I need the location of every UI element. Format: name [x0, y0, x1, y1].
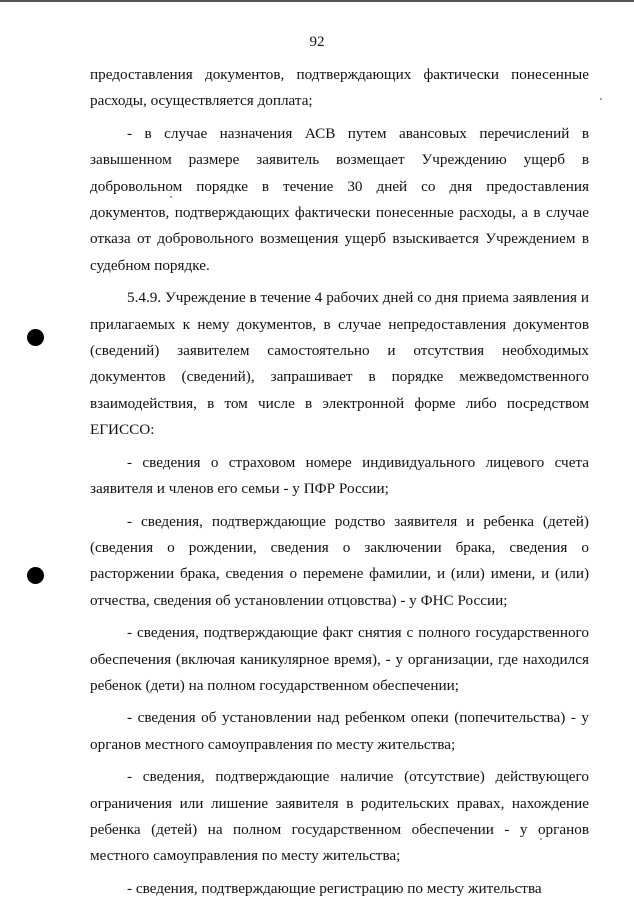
paragraph: - сведения об установлении над ребенком опеки (попечительства) - у органов местного самоуправления по месту жительства; — [90, 709, 589, 753]
paragraph: - в случае назначения АСВ путем авансовых перечислений в завышенном размере заявитель возмещает Учреждению ущерб в добровольном порядке в течение 30 дней со дня предоставления документов, подтверждающих фактически понесенные расходы, а в случае отказа от добровольного возмещения ущерб взыскивается Учреждением в судебном порядке. — [90, 124, 589, 274]
document-body — [90, 62, 589, 902]
scan-top-edge — [0, 0, 634, 2]
punch-hole — [27, 567, 44, 584]
paragraph: предоставления документов, подтверждающих фактически понесенные расходы, осуществляется доплата; — [90, 66, 589, 110]
scan-speck — [600, 98, 602, 100]
scan-speck — [170, 196, 172, 198]
page-number: 92 — [309, 34, 325, 50]
punch-hole — [27, 329, 44, 346]
paragraph: - сведения, подтверждающие родство заявителя и ребенка (детей) (сведения о рождении, сведения о заключении брака, сведения о расторжении брака, сведения о перемене фамилии, и (или) имени, и (или) отчества, сведения об установлении отцовства) - у ФНС России; — [90, 512, 589, 609]
paragraph: - сведения, подтверждающие регистрацию по месту жительства — [127, 879, 542, 897]
paragraph: - сведения, подтверждающие факт снятия с полного государственного обеспечения (включая каникулярное время), - у организации, где находился ребенок (дети) на полном государственном обеспечении; — [90, 624, 589, 694]
paragraph: - сведения о страховом номере индивидуального лицевого счета заявителя и членов его семьи - у ПФР России; — [90, 453, 589, 498]
paragraph: - сведения, подтверждающие наличие (отсутствие) действующего ограничения или лишение заявителя в родительских правах, нахождение ребенка (детей) на полном государственном обеспечении - у органов местного самоуправления по месту жительства; — [90, 768, 589, 865]
scan-speck — [540, 838, 542, 840]
paragraph: 5.4.9. Учреждение в течение 4 рабочих дней со дня приема заявления и прилагаемых к нему документов, в случае непредоставления документов (сведений) заявителем самостоятельно и отсутствия необходимых документов (сведений), запрашивает в порядке межведомственного взаимодействия, в том числе в электронной форме либо посредством ЕГИССО: — [90, 289, 589, 439]
